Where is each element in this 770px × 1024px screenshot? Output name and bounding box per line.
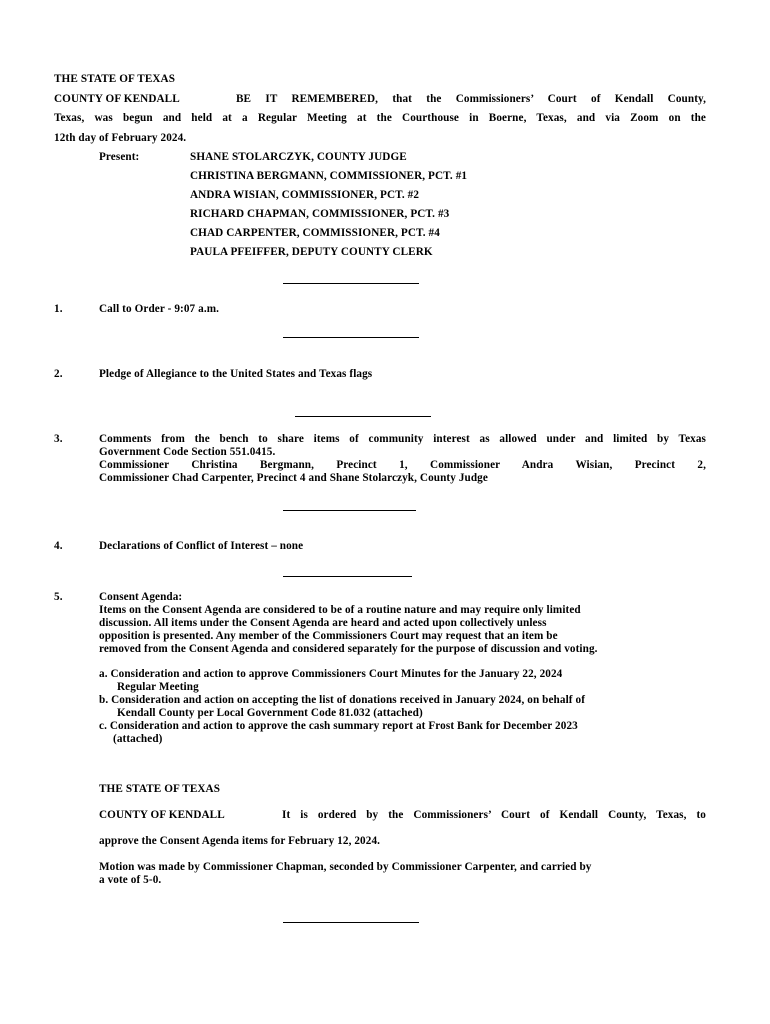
motion-text-line: a vote of 5-0.	[99, 874, 162, 886]
consent-item-a-cont: Regular Meeting	[117, 681, 199, 693]
item-number: 1.	[54, 303, 63, 315]
consent-paragraph-line: discussion. All items under the Consent Agenda are heard and acted upon collectively unless	[99, 617, 547, 629]
item-text-line: Government Code Section 551.0415.	[99, 446, 276, 458]
separator-line	[283, 922, 419, 923]
consent-item-a: a. Consideration and action to approve Commissioners Court Minutes for the January 22, 2024	[99, 668, 563, 680]
present-member: CHAD CARPENTER, COMMISSIONER, PCT. #4	[190, 227, 440, 239]
consent-item-b-cont: Kendall County per Local Government Code 81.032 (attached)	[117, 707, 423, 719]
present-member: ANDRA WISIAN, COMMISSIONER, PCT. #2	[190, 189, 420, 201]
separator-line	[283, 576, 412, 577]
item-text: Declarations of Conflict of Interest – none	[99, 540, 304, 552]
item-number: 5.	[54, 591, 63, 603]
consent-paragraph-line: opposition is presented. Any member of the Commissioners Court may request that an item be	[99, 630, 558, 642]
county-heading: COUNTY OF KENDALL	[54, 93, 180, 105]
item-number: 2.	[54, 368, 63, 380]
order-text-line: approve the Consent Agenda items for February 12, 2024.	[99, 835, 381, 847]
state-heading: THE STATE OF TEXAS	[54, 73, 176, 85]
consent-item-c-cont: (attached)	[113, 733, 163, 745]
item-text-line: Commissioner Chad Carpenter, Precinct 4 and Shane Stolarczyk, County Judge	[99, 472, 488, 484]
consent-paragraph-line: Items on the Consent Agenda are considered to be of a routine nature and may require only limited	[99, 604, 581, 616]
item-number: 4.	[54, 540, 63, 552]
separator-line	[283, 337, 419, 338]
consent-item-b: b. Consideration and action on accepting the list of donations received in January 2024, on behalf of	[99, 694, 586, 706]
present-member: CHRISTINA BERGMANN, COMMISSIONER, PCT. #1	[190, 170, 468, 182]
separator-line	[283, 283, 419, 284]
present-member: PAULA PFEIFFER, DEPUTY COUNTY CLERK	[190, 246, 433, 258]
remembered-line-1: BE IT REMEMBERED, that the Commissioners’ Court of Kendall County,	[236, 93, 706, 105]
motion-text-line: Motion was made by Commissioner Chapman, seconded by Commissioner Carpenter, and carried by	[99, 861, 592, 873]
item-number: 3.	[54, 433, 63, 445]
present-member: SHANE STOLARCZYK, COUNTY JUDGE	[190, 151, 407, 163]
item-text: Call to Order - 9:07 a.m.	[99, 303, 220, 315]
item-text-line: Commissioner Christina Bergmann, Precinct 1, Commissioner Andra Wisian, Precinct 2,	[99, 459, 706, 471]
separator-line	[295, 416, 431, 417]
consent-paragraph-line: removed from the Consent Agenda and considered separately for the purpose of discussion and voting.	[99, 643, 598, 655]
consent-item-c: c. Consideration and action to approve the cash summary report at Frost Bank for December 2023	[99, 720, 578, 732]
present-member: RICHARD CHAPMAN, COMMISSIONER, PCT. #3	[190, 208, 450, 220]
item-text-line: Comments from the bench to share items of community interest as allowed under and limited by Texas	[99, 433, 706, 445]
separator-line	[283, 510, 416, 511]
item-text: Pledge of Allegiance to the United States and Texas flags	[99, 368, 373, 380]
order-text-line: It is ordered by the Commissioners’ Court of Kendall County, Texas, to	[282, 809, 706, 821]
present-label: Present:	[99, 151, 140, 163]
remembered-line-2: Texas, was begun and held at a Regular Meeting at the Courthouse in Boerne, Texas, and via Zoom on the	[54, 112, 706, 124]
consent-agenda-title: Consent Agenda:	[99, 591, 183, 603]
remembered-line-3: 12th day of February 2024.	[54, 132, 187, 144]
order-state-heading: THE STATE OF TEXAS	[99, 783, 221, 795]
order-county-heading: COUNTY OF KENDALL	[99, 809, 225, 821]
